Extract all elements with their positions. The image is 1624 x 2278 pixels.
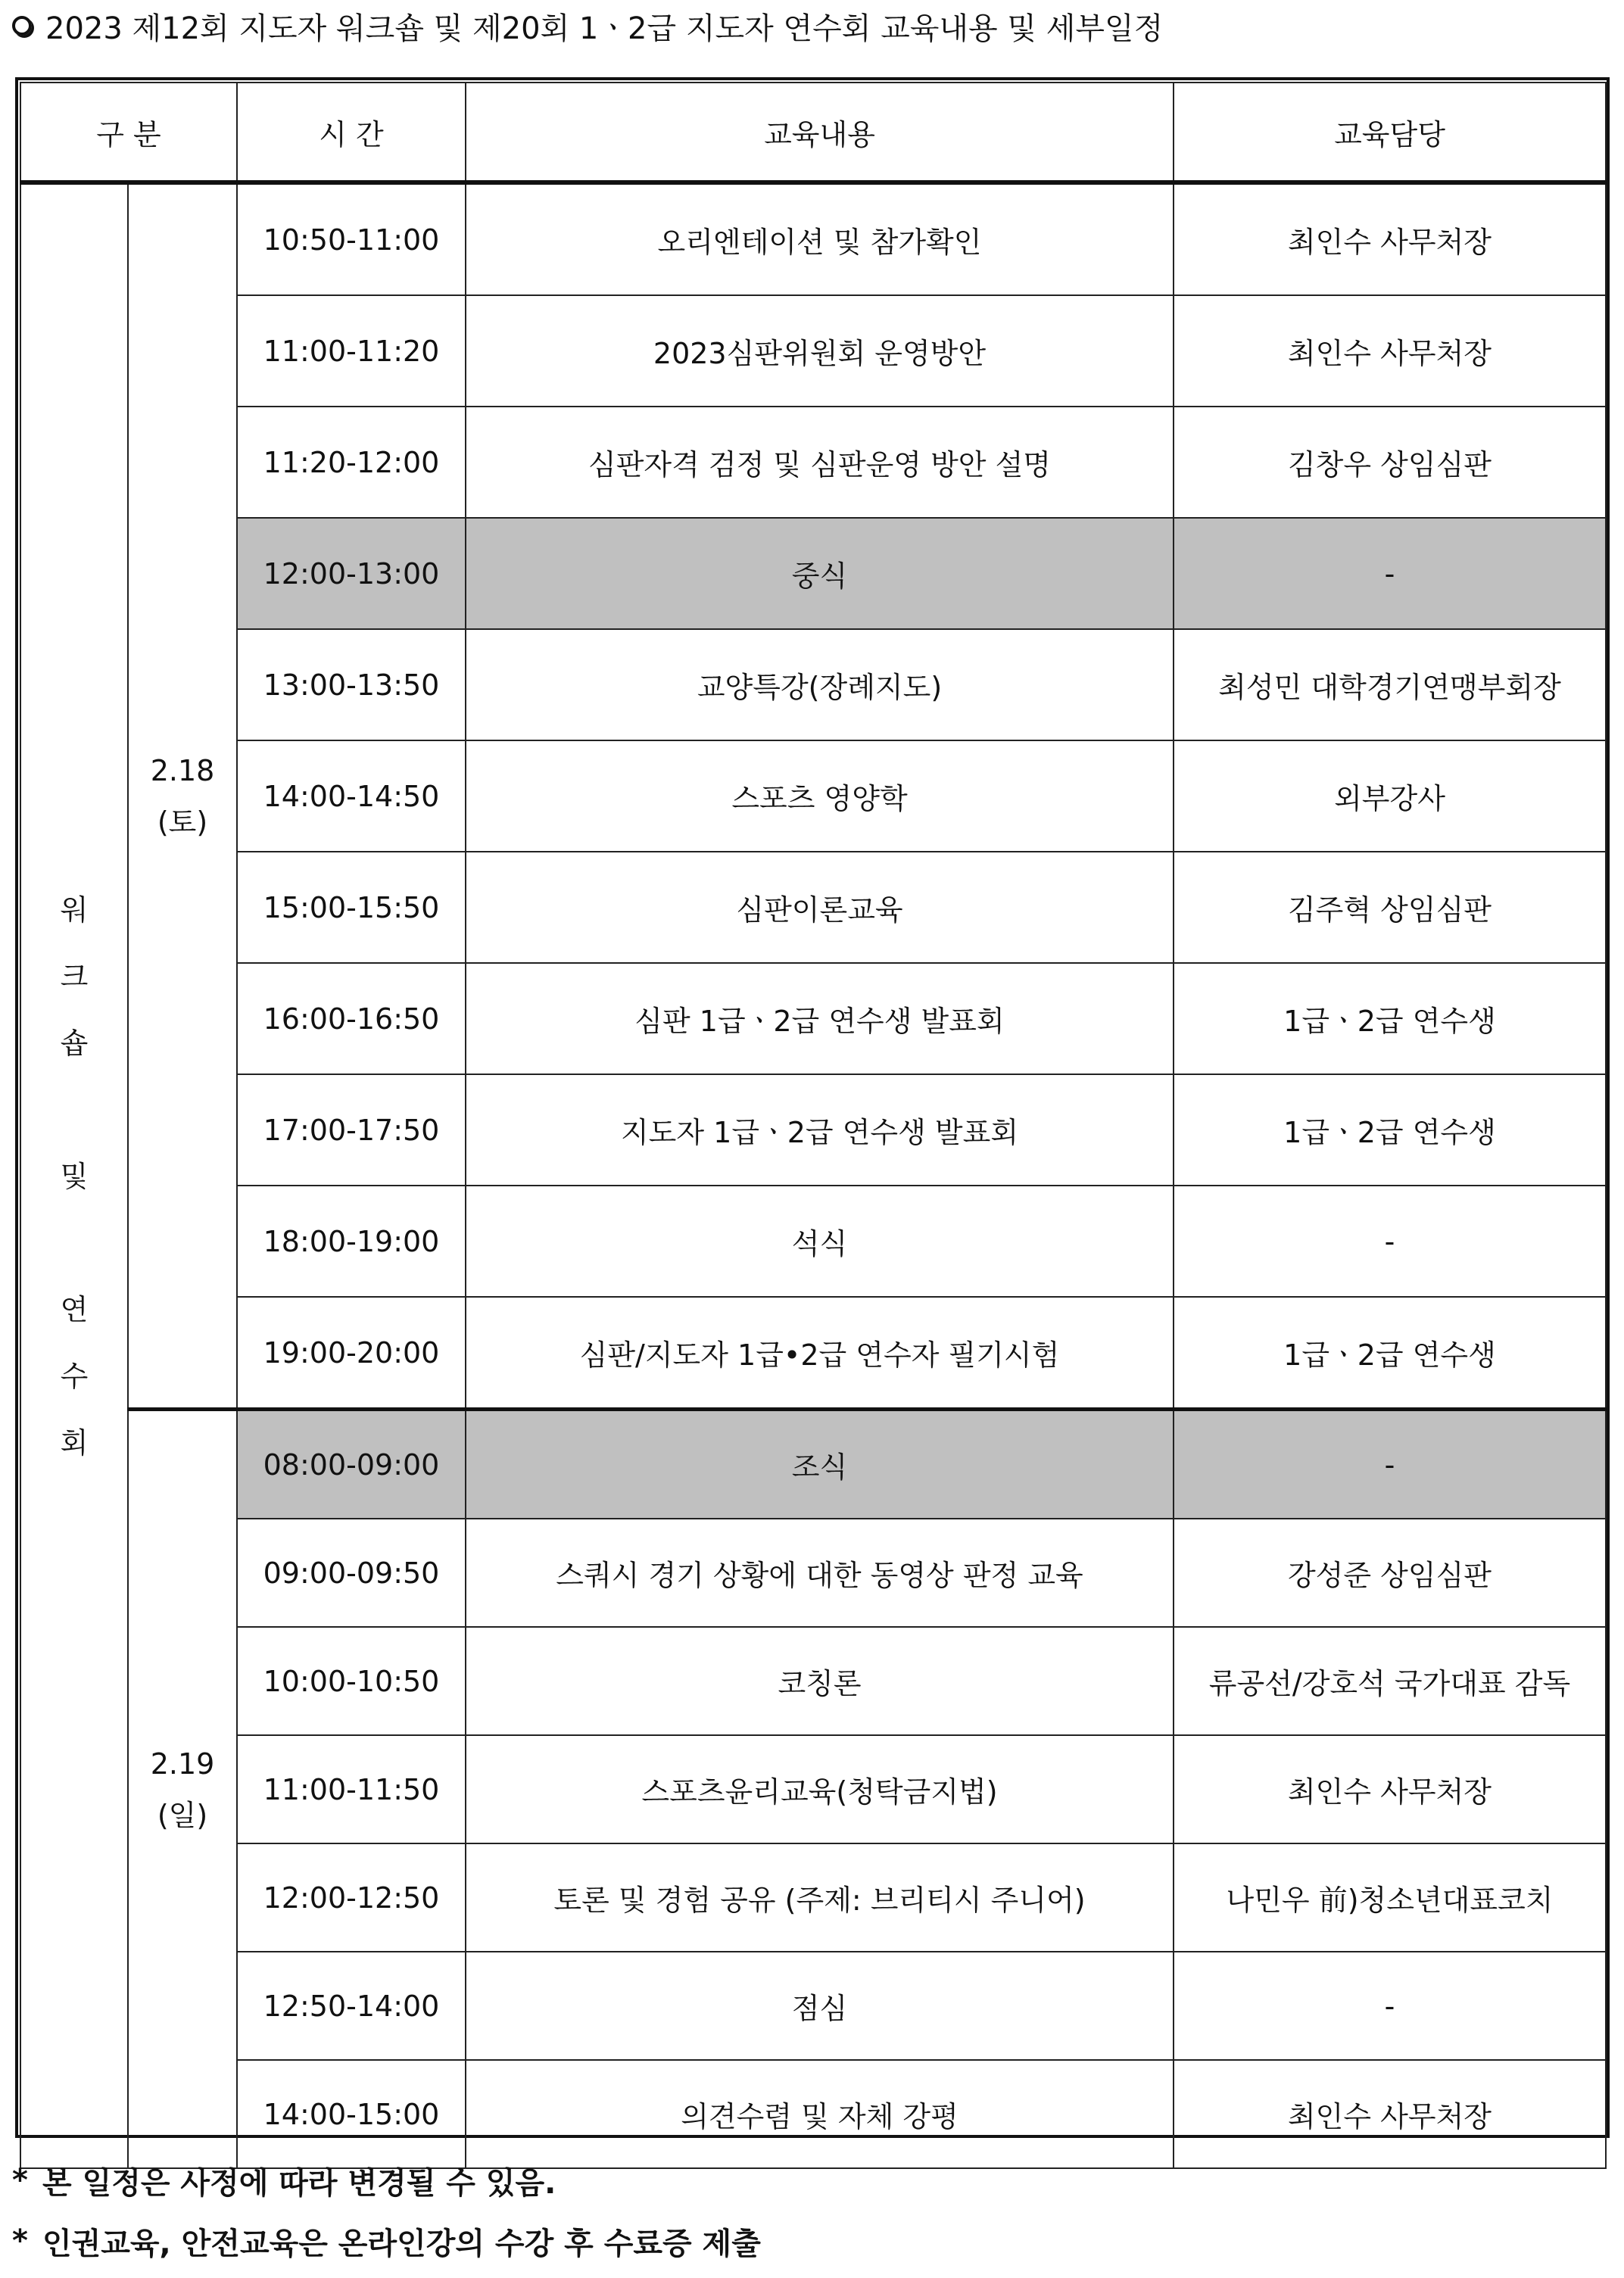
header-category: 구 분	[20, 83, 237, 182]
content-cell: 교양특강(장례지도)	[466, 629, 1174, 740]
table-row	[20, 852, 1606, 963]
content-cell: 심판이론교육	[466, 852, 1174, 963]
table-header-row	[20, 83, 1606, 182]
instructor-cell: 최인수 사무처장	[1174, 182, 1606, 295]
header-instructor: 교육담당	[1174, 83, 1606, 182]
instructor-cell: 1급ㆍ2급 연수생	[1174, 1074, 1606, 1186]
group-label: 워 크 숍 및 연 수 회	[20, 182, 128, 2168]
footnote-text: 인권교육, 안전교육은 온라인강의 수강 후 수료증 제출	[42, 2226, 761, 2261]
header-time: 시 간	[237, 83, 466, 182]
time-cell: 11:00-11:50	[237, 1735, 466, 1843]
instructor-cell: 김주혁 상임심판	[1174, 852, 1606, 963]
footnote	[12, 2150, 761, 2211]
time-cell: 11:00-11:20	[237, 295, 466, 407]
time-cell: 10:00-10:50	[237, 1627, 466, 1735]
table-row	[20, 295, 1606, 407]
table-row	[20, 1952, 1606, 2060]
footnotes	[12, 2150, 761, 2271]
title-text: 2023 제12회 지도자 워크숍 및 제20회 1ㆍ2급 지도자 연수회 교육내용 및 세부일정	[45, 11, 1164, 46]
schedule-table	[20, 82, 1607, 2169]
time-cell: 08:00-09:00	[237, 1410, 466, 1519]
time-cell: 14:00-14:50	[237, 740, 466, 852]
table-row	[20, 182, 1606, 295]
content-cell: 오리엔테이션 및 참가확인	[466, 182, 1174, 295]
footnote-text: 본 일정은 사정에 따라 변경될 수 있음.	[42, 2165, 556, 2201]
table-row	[20, 629, 1606, 740]
instructor-cell: -	[1174, 1952, 1606, 2060]
table-row	[20, 1735, 1606, 1843]
time-cell: 12:50-14:00	[237, 1952, 466, 2060]
instructor-cell: 김창우 상임심판	[1174, 407, 1606, 518]
content-cell: 2023심판위원회 운영방안	[466, 295, 1174, 407]
time-cell: 09:00-09:50	[237, 1519, 466, 1627]
header-content: 교육내용	[466, 83, 1174, 182]
table-row	[20, 963, 1606, 1074]
time-cell: 16:00-16:50	[237, 963, 466, 1074]
content-cell: 스쿼시 경기 상황에 대한 동영상 판정 교육	[466, 1519, 1174, 1627]
instructor-cell: 나민우 前)청소년대표코치	[1174, 1843, 1606, 1952]
instructor-cell: 외부강사	[1174, 740, 1606, 852]
day-2-date: 2.19 (일)	[128, 1410, 237, 2169]
content-cell: 점심	[466, 1952, 1174, 2060]
content-cell: 심판/지도자 1급•2급 연수자 필기시험	[466, 1297, 1174, 1410]
content-cell: 코칭론	[466, 1627, 1174, 1735]
instructor-cell: 최성민 대학경기연맹부회장	[1174, 629, 1606, 740]
time-cell: 19:00-20:00	[237, 1297, 466, 1410]
table-row	[20, 1519, 1606, 1627]
table-row-shaded	[20, 518, 1606, 629]
content-cell: 토론 및 경험 공유 (주제: 브리티시 주니어)	[466, 1843, 1174, 1952]
content-cell: 심판 1급ㆍ2급 연수생 발표회	[466, 963, 1174, 1074]
time-cell: 12:00-13:00	[237, 518, 466, 629]
table-row-shaded	[20, 1410, 1606, 1519]
instructor-cell: 강성준 상임심판	[1174, 1519, 1606, 1627]
content-cell: 의견수렴 및 자체 강평	[466, 2060, 1174, 2168]
table-row	[20, 1186, 1606, 1297]
document-title	[12, 3, 1163, 48]
content-cell: 석식	[466, 1186, 1174, 1297]
instructor-cell: 최인수 사무처장	[1174, 1735, 1606, 1843]
instructor-cell: -	[1174, 1186, 1606, 1297]
time-cell: 14:00-15:00	[237, 2060, 466, 2168]
circle-bullet-icon	[12, 16, 32, 36]
asterisk-marker: *	[12, 2163, 28, 2198]
table-row	[20, 740, 1606, 852]
table-row	[20, 407, 1606, 518]
table-row	[20, 1843, 1606, 1952]
table-row	[20, 1074, 1606, 1186]
time-cell: 12:00-12:50	[237, 1843, 466, 1952]
instructor-cell: 최인수 사무처장	[1174, 2060, 1606, 2168]
time-cell: 13:00-13:50	[237, 629, 466, 740]
content-cell: 스포츠 영양학	[466, 740, 1174, 852]
asterisk-marker: *	[12, 2223, 28, 2258]
instructor-cell: 1급ㆍ2급 연수생	[1174, 963, 1606, 1074]
table-row	[20, 1627, 1606, 1735]
time-cell: 11:20-12:00	[237, 407, 466, 518]
content-cell: 지도자 1급ㆍ2급 연수생 발표회	[466, 1074, 1174, 1186]
footnote	[12, 2211, 761, 2271]
instructor-cell: -	[1174, 518, 1606, 629]
instructor-cell: 최인수 사무처장	[1174, 295, 1606, 407]
content-cell: 중식	[466, 518, 1174, 629]
content-cell: 조식	[466, 1410, 1174, 1519]
table-row	[20, 1297, 1606, 1410]
time-cell: 17:00-17:50	[237, 1074, 466, 1186]
time-cell: 10:50-11:00	[237, 182, 466, 295]
instructor-cell: 류공선/강호석 국가대표 감독	[1174, 1627, 1606, 1735]
content-cell: 스포츠윤리교육(청탁금지법)	[466, 1735, 1174, 1843]
time-cell: 15:00-15:50	[237, 852, 466, 963]
day-1-date: 2.18 (토)	[128, 182, 237, 1410]
content-cell: 심판자격 검정 및 심판운영 방안 설명	[466, 407, 1174, 518]
instructor-cell: -	[1174, 1410, 1606, 1519]
time-cell: 18:00-19:00	[237, 1186, 466, 1297]
instructor-cell: 1급ㆍ2급 연수생	[1174, 1297, 1606, 1410]
